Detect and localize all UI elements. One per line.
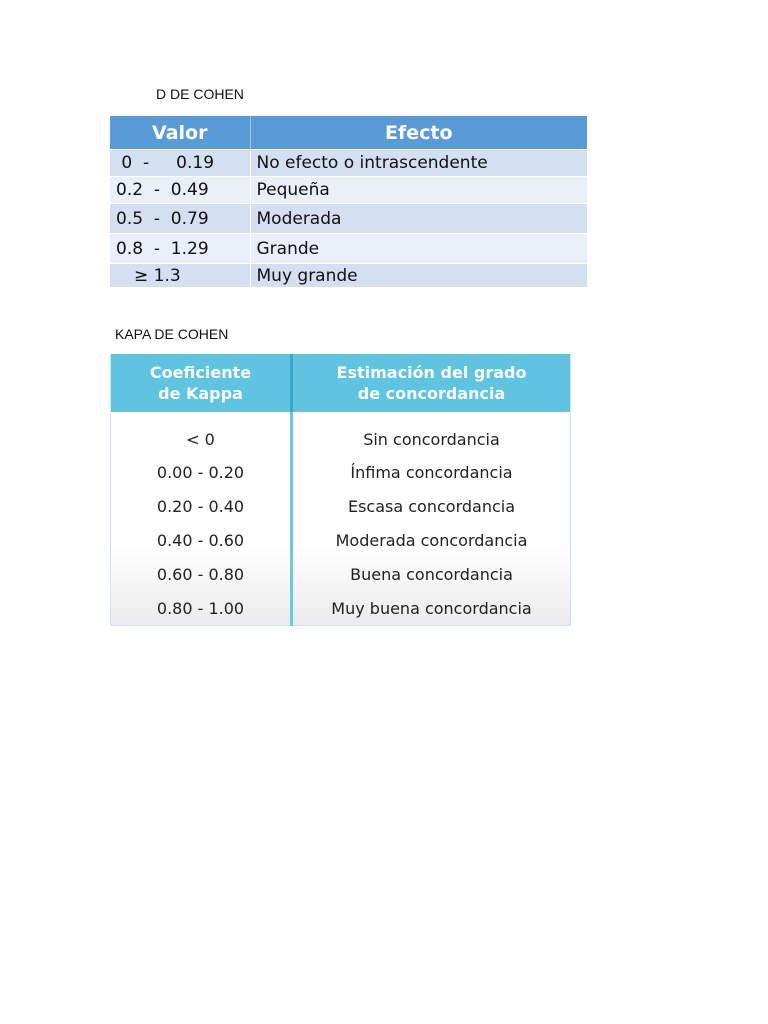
table-row (110, 177, 587, 204)
table-row (110, 234, 587, 264)
estimacion-cell: Moderada concordancia (335, 530, 528, 550)
table-row (111, 456, 571, 490)
table-row (111, 557, 571, 591)
table-row (110, 204, 587, 234)
valor-cell: 0.2 - 0.49 (110, 177, 250, 204)
efecto-cell: No efecto o intrascendente (250, 150, 587, 177)
estimacion-cell: Escasa concordancia (347, 497, 516, 517)
kapa-de-cohen-caption: KAPA DE COHEN (115, 326, 229, 342)
efecto-cell: Muy grande (250, 264, 587, 288)
efecto-cell: Moderada (250, 204, 587, 234)
table-header-row (111, 354, 571, 412)
table-row (111, 490, 571, 524)
header-line: Estimación del grado (336, 363, 527, 382)
valor-cell: 0 - 0.19 (110, 150, 250, 177)
header-efecto: Efecto (250, 116, 587, 150)
header-valor: Valor (110, 116, 250, 150)
coef-cell: 0.60 - 0.80 (111, 557, 292, 591)
table-row (110, 150, 587, 177)
table-header-row (110, 116, 587, 150)
table-row (111, 524, 571, 558)
estimacion-cell: Buena concordancia (350, 564, 513, 584)
coef-cell: 0.20 - 0.40 (111, 490, 292, 524)
coef-cell: 0.40 - 0.60 (111, 524, 292, 558)
kapa-de-cohen-table (110, 354, 571, 626)
estimacion-cell: Ínfima concordancia (350, 463, 513, 483)
coef-cell: 0.00 - 0.20 (111, 456, 292, 490)
valor-cell: 0.5 - 0.79 (110, 204, 250, 234)
valor-cell: ≥ 1.3 (110, 264, 250, 288)
estimacion-cell: Muy buena concordancia (331, 598, 532, 618)
header-line: de concordancia (357, 384, 506, 403)
estimacion-cell: Sin concordancia (363, 429, 500, 449)
efecto-cell: Pequeña (250, 177, 587, 204)
header-coeficiente (111, 354, 292, 412)
table-row (110, 264, 587, 288)
coef-cell: 0.80 - 1.00 (111, 591, 292, 625)
table-row (111, 412, 571, 456)
coef-cell: < 0 (111, 412, 292, 456)
d-de-cohen-caption: D DE COHEN (156, 86, 244, 102)
efecto-cell: Grande (250, 234, 587, 264)
header-line: de Kappa (158, 384, 243, 403)
table-row (111, 591, 571, 625)
d-de-cohen-table (110, 116, 587, 287)
valor-cell: 0.8 - 1.29 (110, 234, 250, 264)
header-estimacion (292, 354, 571, 412)
header-line: Coeficiente (149, 363, 252, 382)
